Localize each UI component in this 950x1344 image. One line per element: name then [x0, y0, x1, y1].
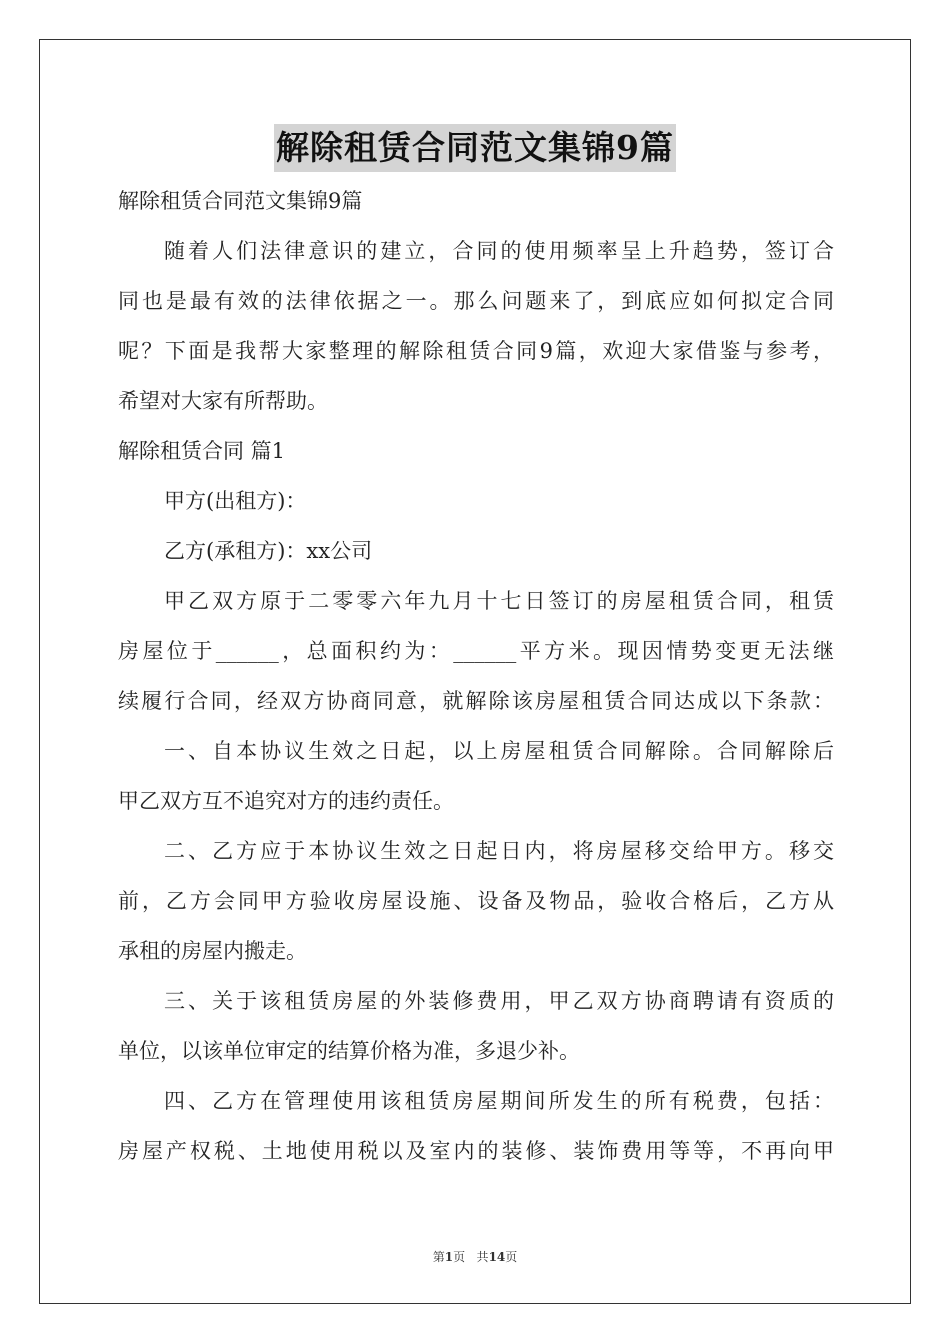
- text-line: 呢？下面是我帮大家整理的解除租赁合同9篇，欢迎大家借鉴与参考，: [118, 339, 834, 363]
- page-number: 1: [444, 1250, 454, 1264]
- document-title: 解除租赁合同范文集锦9篇: [274, 124, 676, 172]
- text-line: 续履行合同，经双方协商同意，就解除该房屋租赁合同达成以下条款：: [118, 689, 834, 713]
- total-prefix: 共: [476, 1250, 489, 1264]
- text-line: 房屋位于______，总面积约为：______平方米。现因情势变更无法继: [118, 639, 834, 663]
- text-line: 前，乙方会同甲方验收房屋设施、设备及物品，验收合格后，乙方从: [118, 889, 834, 913]
- total-suffix: 页: [505, 1250, 518, 1264]
- page-prefix: 第: [432, 1250, 445, 1264]
- text-line: 甲方(出租方)：: [164, 489, 307, 513]
- text-line: 三、关于该租赁房屋的外装修费用，甲乙双方协商聘请有资质的: [164, 989, 834, 1013]
- text-line: 同也是最有效的法律依据之一。那么问题来了，到底应如何拟定合同: [118, 289, 834, 313]
- page-footer: [0, 1248, 950, 1265]
- document-body: [118, 176, 834, 1176]
- title-container: [0, 124, 950, 172]
- text-line: 随着人们法律意识的建立，合同的使用频率呈上升趋势，签订合: [164, 239, 834, 263]
- text-line: 四、乙方在管理使用该租赁房屋期间所发生的所有税费，包括：: [164, 1089, 834, 1113]
- total-pages: 14: [488, 1250, 506, 1264]
- text-line: 一、自本协议生效之日起，以上房屋租赁合同解除。合同解除后: [164, 739, 834, 763]
- text-line: 希望对大家有所帮助。: [118, 389, 328, 413]
- text-line: 二、乙方应于本协议生效之日起日内，将房屋移交给甲方。移交: [164, 839, 834, 863]
- text-line: 甲乙双方原于二零零六年九月十七日签订的房屋租赁合同，租赁: [164, 589, 834, 613]
- page-suffix: 页: [453, 1250, 466, 1264]
- text-line: 甲乙双方互不追究对方的违约责任。: [118, 789, 454, 813]
- text-line: 乙方(承租方)：xx公司: [164, 539, 373, 563]
- text-line: 解除租赁合同范文集锦9篇: [118, 189, 363, 213]
- text-line: 单位，以该单位审定的结算价格为准，多退少补。: [118, 1039, 580, 1063]
- text-line: 解除租赁合同 篇1: [118, 439, 286, 463]
- text-line: 房屋产权税、土地使用税以及室内的装修、装饰费用等等，不再向甲: [118, 1139, 834, 1163]
- text-line: 承租的房屋内搬走。: [118, 939, 307, 963]
